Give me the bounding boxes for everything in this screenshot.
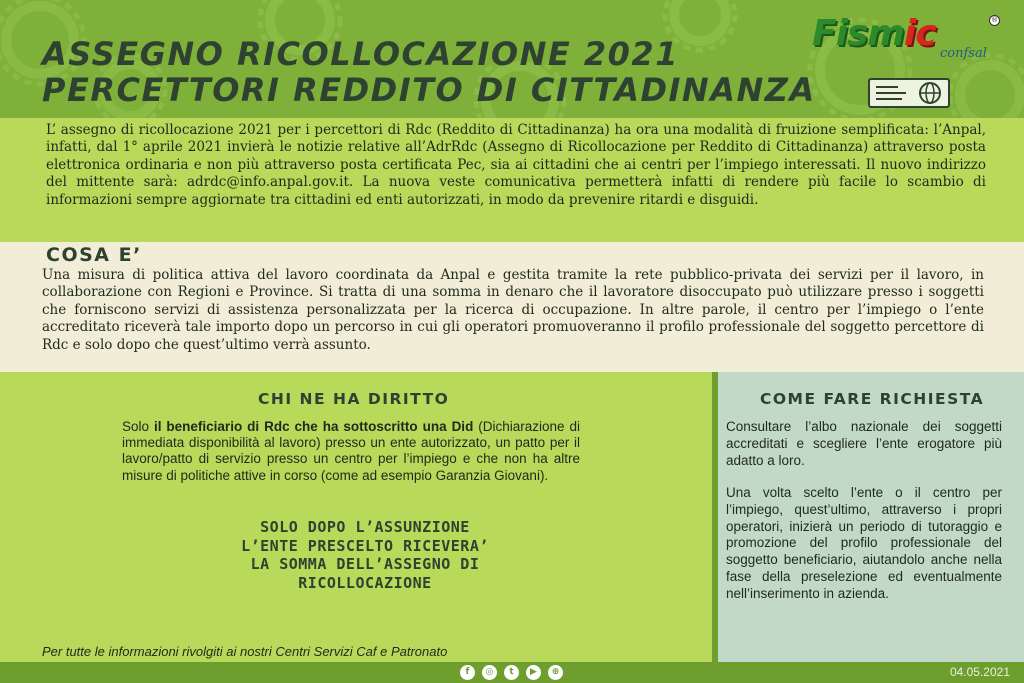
come-fare-richiesta-section: [718, 372, 1024, 662]
intro-paragraph: L’ assegno di ricollocazione 2021 per i percettori di Rdc (Reddito di Cittadinanza) ha ora una modalità di fruizione semplificata: l’Anpal, infatti, dal 1° aprile 2021 invierà le notizie relative all’AdrRdc (Assegno di Ricollocazione per Reddito di Cittadinanza) attraverso posta elettronica ordinaria e non più attraverso posta certificata Pec, sia ai cittadini che ai centri per l’impiego interessati. Il nuovo indirizzo del mittente sarà: adrdc@info.anpal.gov.it. La nuova veste comunicativa permetterà infatti di rendere più facile lo scambio di informazioni sempre aggiornate tra cittadini ed enti autorizzati, in modo da prevenire ritardi e disguidi.: [46, 122, 986, 208]
chi-ne-ha-diritto-heading: CHI NE HA DIRITTO: [258, 390, 450, 408]
cosa-e-section: [0, 242, 1024, 372]
publication-date: 04.05.2021: [949, 665, 1010, 679]
assunzione-highlight: [180, 518, 550, 592]
come-fare-richiesta-paragraph-1: Consultare l’albo nazionale dei soggetti accreditati e scegliere l’ente erogatore più adatto a loro.: [726, 419, 1002, 468]
logo-wordmark-green: Fism: [812, 13, 904, 54]
chi-text-bold: il beneficiario di Rdc che ha sottoscritto una Did: [153, 419, 474, 434]
logo-wordmark-red: ic: [903, 13, 936, 54]
twitter-icon[interactable]: t: [504, 665, 519, 680]
bank-cheque-icon: [868, 78, 950, 108]
header-banner: [0, 0, 1024, 118]
cosa-e-heading: COSA E’: [46, 244, 142, 266]
chi-ne-ha-diritto-section: [0, 372, 712, 662]
highlight-line: RICOLLOCAZIONE: [298, 573, 432, 592]
fismic-logo: [806, 10, 1006, 66]
page-title-line-1: ASSEGNO RICOLLOCAZIONE 2021: [42, 35, 679, 73]
highlight-line: SOLO DOPO L’ASSUNZIONE: [260, 518, 470, 536]
youtube-icon[interactable]: ▶: [526, 665, 541, 680]
info-note: Per tutte le informazioni rivolgiti ai nostri Centri Servizi Caf e Patronato: [42, 644, 448, 659]
come-fare-richiesta-paragraph-2: Una volta scelto l’ente o il centro per l’impiego, quest’ultimo, attraverso i propri operatori, inizierà un periodo di tutoraggio e promozione del profilo professionale del soggetto beneficiario, aiutandolo anche nella fase della preselezione ed eventualmente nell’inserimento in azienda.: [726, 485, 1002, 601]
page-title-line-2: PERCETTORI REDDITO DI CITTADINANZA: [42, 71, 816, 109]
registered-mark: ®: [991, 16, 998, 24]
web-icon[interactable]: ⊕: [548, 665, 563, 680]
cosa-e-paragraph: Una misura di politica attiva del lavoro coordinata da Anpal e gestita tramite la rete pubblico-privata dei servizi per il lavoro, in collaborazione con Regioni e Province. Si tratta di una somma in denaro che il lavoratore disoccupato può utilizzare presso i soggetti che forniscono servizi di assistenza personalizzata per la ricerca di occupazione. In altre parole, il centro per l’impiego o l’ente accreditato riceverà tale importo dopo un percorso in cui gli operatori promuoveranno il profilo professionale del soggetto percettore di Rdc e solo dopo che quest’ultimo verrà assunto.: [42, 267, 984, 353]
social-links: [460, 665, 563, 680]
footer-bar: [0, 662, 1024, 683]
intro-section: [0, 118, 1024, 242]
logo-wordmark: [812, 14, 936, 54]
chi-text-post: (Dichiarazione di immediata disponibilità al lavoro) presso un ente autorizzato, un patto per il lavoro/patto di servizio presso un centro per l’impiego e che non ha altre misure di politiche attive in corso (come ad esempio Garanzia Giovani).: [122, 419, 580, 483]
come-fare-richiesta-heading: COME FARE RICHIESTA: [760, 390, 985, 408]
logo-subtitle: confsal: [940, 46, 987, 61]
instagram-icon[interactable]: ◎: [482, 665, 497, 680]
chi-text-pre: Solo: [122, 419, 154, 434]
facebook-icon[interactable]: f: [460, 665, 475, 680]
highlight-line: LA SOMMA DELL’ASSEGNO DI: [250, 555, 480, 573]
highlight-line: L’ENTE PRESCELTO RICEVERA’: [241, 536, 489, 555]
chi-ne-ha-diritto-paragraph: [122, 419, 580, 484]
